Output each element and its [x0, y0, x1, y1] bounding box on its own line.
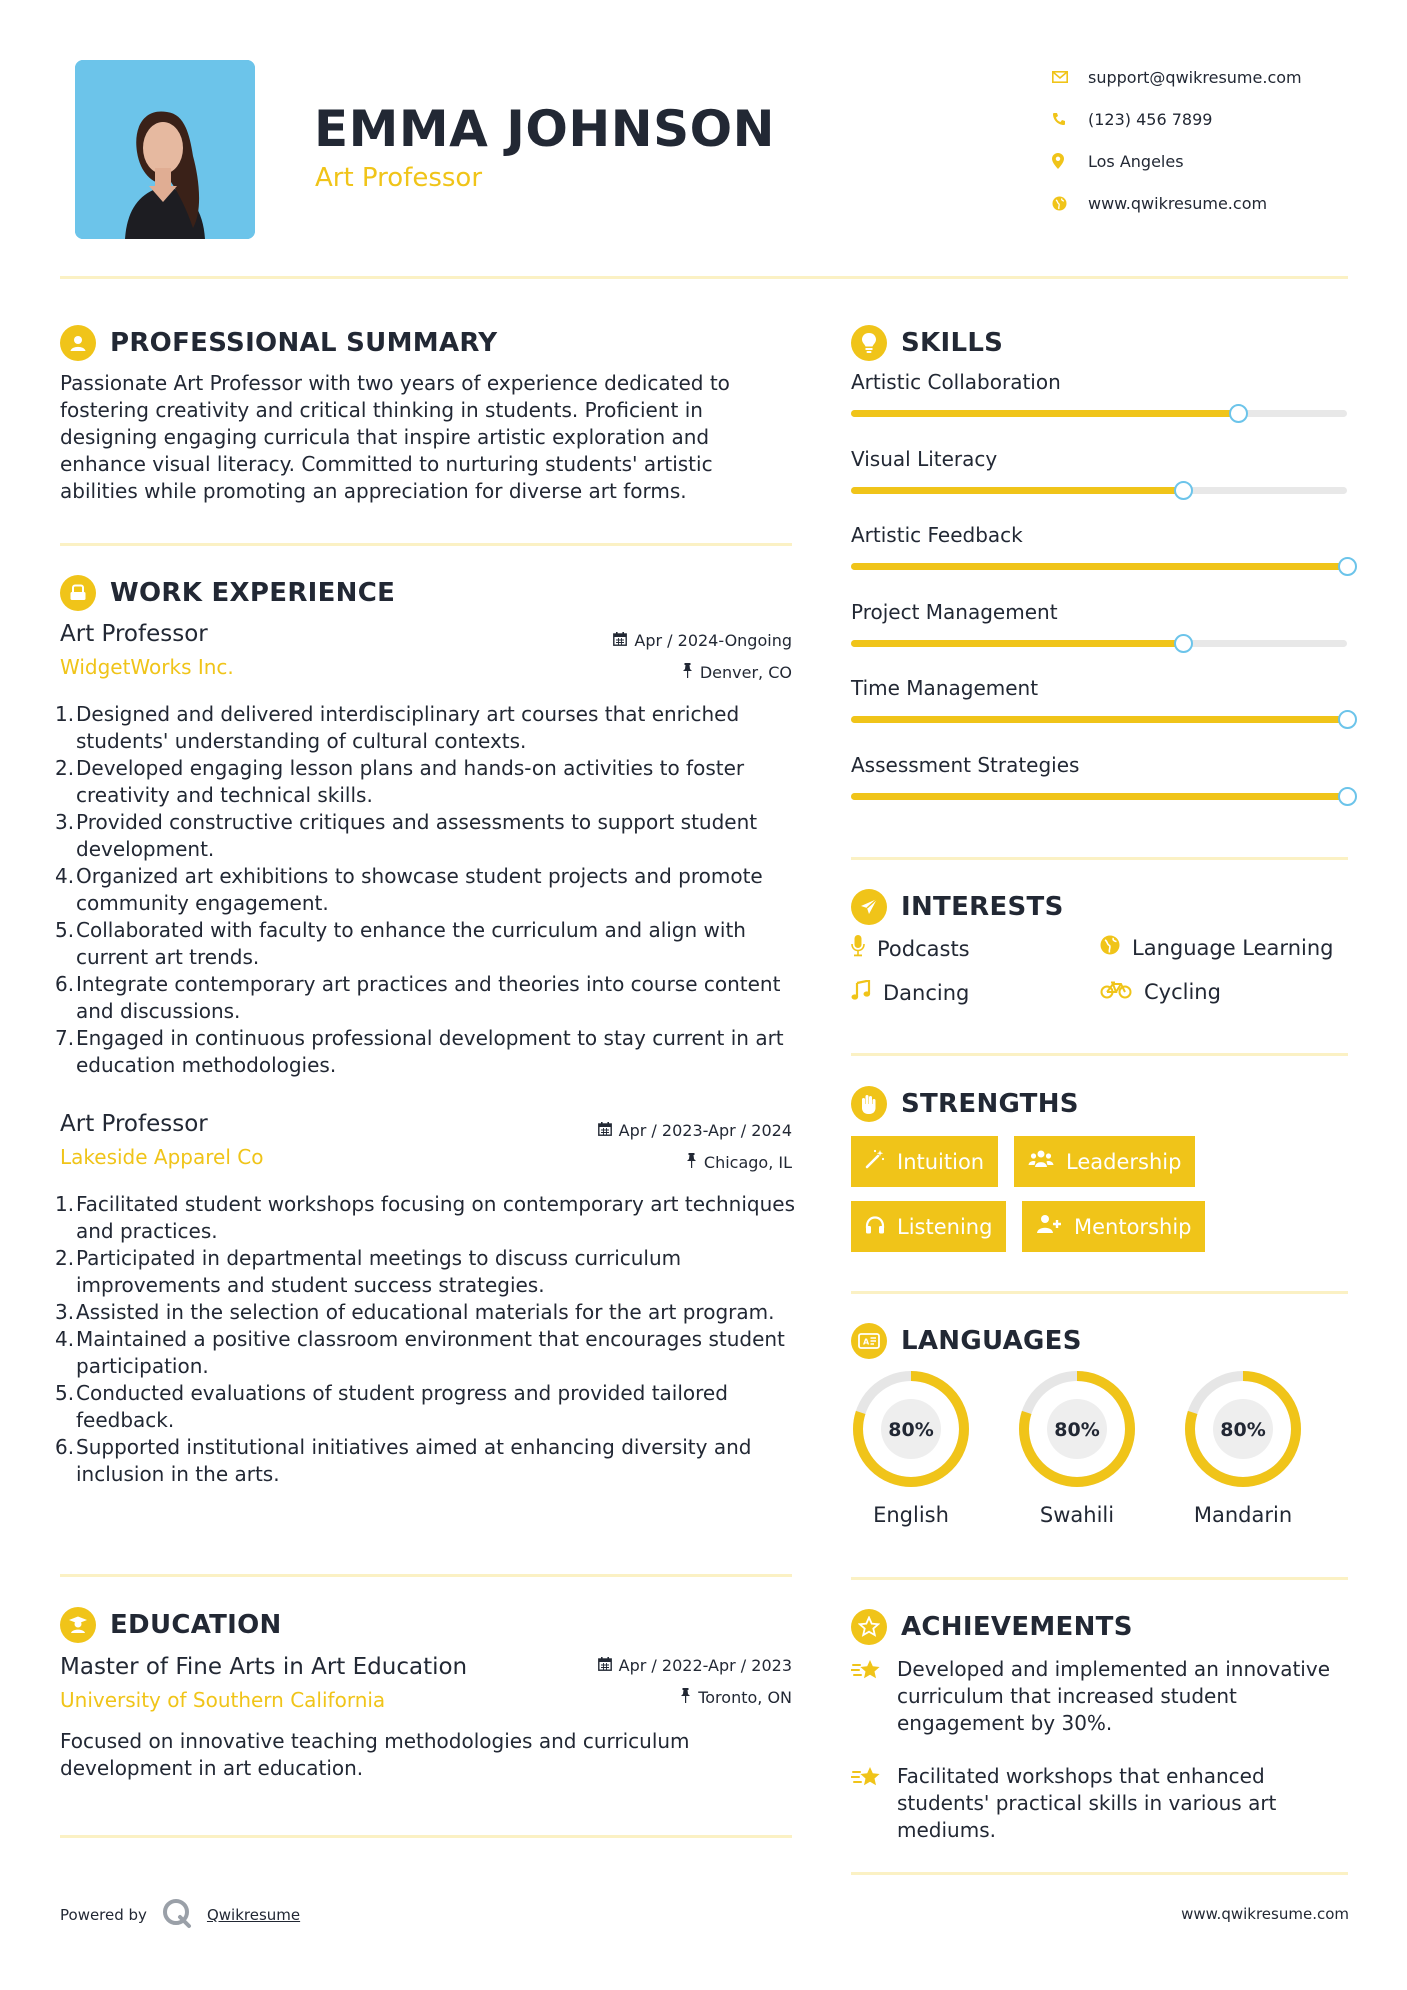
- magic-wand-icon: [865, 1149, 885, 1174]
- list-item: 4. Maintained a positive classroom environment that encourages student participation.: [55, 1327, 785, 1378]
- skill-level-knob: [1338, 710, 1357, 729]
- interest-cycling: [1100, 980, 1221, 1004]
- lightbulb-icon: [851, 325, 887, 361]
- strength-label: Mentorship: [1074, 1214, 1192, 1239]
- education-date: [598, 1656, 792, 1675]
- job-date-text: Apr / 2024-Ongoing: [634, 631, 792, 650]
- skill-name: Artistic Collaboration: [851, 370, 1061, 394]
- language-progress-ring: [1017, 1369, 1137, 1489]
- language-progress-ring: [851, 1369, 971, 1489]
- skill-level-knob: [1174, 634, 1193, 653]
- contact-website-text: www.qwikresume.com: [1088, 193, 1268, 213]
- language-name: Swahili: [1039, 1503, 1115, 1527]
- skill-item: [851, 370, 1351, 394]
- skill-name: Project Management: [851, 599, 1058, 624]
- job-bullets: [55, 1191, 800, 1488]
- svg-text:A: A: [863, 1337, 870, 1347]
- skill-item: [851, 676, 1351, 700]
- skill-bar-fill: [851, 716, 1347, 723]
- skill-bar-track: [851, 563, 1347, 570]
- bicycle-icon: [1100, 980, 1132, 1004]
- briefcase-icon: [60, 575, 96, 611]
- calendar-icon: [613, 631, 627, 650]
- paper-plane-icon: [851, 889, 887, 925]
- envelope-icon: [1050, 71, 1088, 83]
- education-description: Focused on innovative teaching methodologies and curriculum development in art education.: [60, 1729, 690, 1780]
- list-item: 3. Provided constructive critiques and assessments to support student development.: [55, 810, 758, 861]
- skill-item: [851, 447, 1351, 471]
- skill-bar-track: [851, 487, 1347, 494]
- achievements-divider: [851, 1872, 1348, 1875]
- contact-email-text: support@qwikresume.com: [1088, 67, 1302, 87]
- strength-tag-intuition: [851, 1136, 998, 1187]
- music-note-icon: [851, 980, 871, 1005]
- list-item: 4. Organized art exhibitions to showcase student projects and promote community engagement.: [55, 864, 763, 915]
- job-location-text: Chicago, IL: [703, 1153, 792, 1172]
- interest-label: Dancing: [883, 980, 970, 1005]
- skills-divider: [851, 857, 1348, 860]
- skill-level-knob: [1338, 787, 1357, 806]
- skill-bar-fill: [851, 487, 1183, 494]
- candidate-name: EMMA JOHNSON: [314, 100, 775, 158]
- interest-dancing: [851, 980, 969, 1005]
- skill-bar-fill: [851, 793, 1347, 800]
- skill-bar-fill: [851, 410, 1238, 417]
- skill-bar-track: [851, 793, 1347, 800]
- summary-title: PROFESSIONAL SUMMARY: [110, 328, 498, 358]
- achievements-heading: [851, 1609, 1133, 1645]
- job-title: Art Professor: [60, 1111, 208, 1137]
- contact-list: [1050, 56, 1380, 224]
- education-divider: [60, 1835, 792, 1838]
- footer-url[interactable]: www.qwikresume.com: [1181, 1905, 1349, 1923]
- languages-title: LANGUAGES: [901, 1326, 1082, 1356]
- strength-tag-mentorship: [1022, 1201, 1205, 1252]
- contact-website[interactable]: [1050, 182, 1380, 224]
- qwikresume-logo-icon: [161, 1897, 193, 1933]
- job-company: Lakeside Apparel Co: [60, 1145, 264, 1169]
- work-divider: [60, 1574, 792, 1577]
- strength-label: Leadership: [1066, 1149, 1182, 1174]
- job-date: [613, 631, 792, 650]
- job-location: [686, 1153, 792, 1172]
- language-progress-ring: [1183, 1369, 1303, 1489]
- user-icon: [60, 325, 96, 361]
- achievement-text: Developed and implemented an innovative curriculum that increased student engagement by 30%.: [897, 1657, 1330, 1735]
- calendar-icon: [598, 1121, 612, 1140]
- star-burst-icon: [851, 1763, 883, 1844]
- skill-name: Visual Literacy: [851, 446, 998, 471]
- user-plus-icon: [1036, 1214, 1062, 1239]
- list-item: 5. Conducted evaluations of student progress and provided tailored feedback.: [55, 1381, 728, 1432]
- list-item: 3. Assisted in the selection of educational materials for the art program.: [55, 1300, 775, 1324]
- skill-bar-fill: [851, 640, 1183, 647]
- raised-hand-icon: [851, 1086, 887, 1122]
- language-name: Mandarin: [1193, 1503, 1293, 1527]
- phone-icon: [1050, 112, 1088, 126]
- language-item: [1017, 1369, 1137, 1527]
- pushpin-icon: [686, 1153, 697, 1172]
- candidate-role: Art Professor: [315, 163, 483, 193]
- interests-divider: [851, 1053, 1348, 1056]
- header-divider: [60, 276, 1348, 279]
- interests-heading: [851, 889, 1064, 925]
- globe-icon: [1100, 935, 1120, 960]
- summary-heading: [60, 325, 497, 361]
- degree-title: Master of Fine Arts in Art Education: [60, 1654, 468, 1680]
- strength-label: Listening: [897, 1214, 993, 1239]
- footer-powered-by: [60, 1897, 300, 1933]
- contact-phone[interactable]: [1050, 98, 1380, 140]
- strengths-heading: [851, 1086, 1079, 1122]
- work-heading: [60, 575, 395, 611]
- skills-title: SKILLS: [901, 328, 1004, 358]
- education-heading: [60, 1607, 282, 1643]
- list-item: 1. Facilitated student workshops focusing on contemporary art techniques and practices.: [55, 1192, 796, 1243]
- interest-language-learning: [1100, 935, 1333, 960]
- person-silhouette-icon: [75, 60, 255, 239]
- languages-divider: [851, 1577, 1348, 1580]
- skill-bar-track: [851, 640, 1347, 647]
- interest-podcasts: [851, 935, 970, 962]
- achievement-item-1: [851, 1656, 1351, 1737]
- job-date: [598, 1121, 792, 1140]
- list-item: 1. Designed and delivered interdisciplinary art courses that enriched students' understanding of cultural contexts.: [55, 702, 740, 753]
- language-percent-label: 80%: [888, 1419, 934, 1441]
- languages-heading: [851, 1323, 1082, 1359]
- skill-bar-fill: [851, 563, 1347, 570]
- language-item: [1183, 1369, 1303, 1527]
- pushpin-icon: [680, 1688, 691, 1707]
- list-item: 5. Collaborated with faculty to enhance the curriculum and align with current art trends.: [55, 918, 746, 969]
- education-date-text: Apr / 2022-Apr / 2023: [618, 1656, 792, 1675]
- skill-item: [851, 523, 1351, 547]
- list-item: 2. Participated in departmental meetings to discuss curriculum improvements and student success strategies.: [55, 1246, 682, 1297]
- language-name: English: [873, 1503, 949, 1527]
- list-item: 2. Developed engaging lesson plans and hands-on activities to foster creativity and technical skills.: [55, 756, 745, 807]
- job-bullets: [55, 701, 800, 1079]
- summary-text: Passionate Art Professor with two years of experience dedicated to fostering creativity and critical thinking in students. Proficient in designing engaging curricula that inspire artistic exploration and enhance visual literacy. Committed to nurturing students' artistic abilities while promoting an appreciation for diverse art forms.: [60, 371, 730, 503]
- skill-level-knob: [1338, 557, 1357, 576]
- pushpin-icon: [682, 663, 693, 682]
- job-location-text: Denver, CO: [699, 663, 792, 682]
- users-icon: [1028, 1149, 1054, 1174]
- interest-label: Podcasts: [877, 936, 970, 961]
- education-location-text: Toronto, ON: [698, 1688, 792, 1707]
- education-location: [680, 1688, 792, 1707]
- microphone-icon: [851, 935, 865, 962]
- skill-item: [851, 600, 1351, 624]
- contact-phone-text: (123) 456 7899: [1088, 109, 1213, 129]
- education-title: EDUCATION: [110, 1610, 282, 1640]
- contact-email[interactable]: [1050, 56, 1380, 98]
- skill-bar-track: [851, 410, 1347, 417]
- job-title: Art Professor: [60, 621, 208, 647]
- skill-level-knob: [1229, 404, 1248, 423]
- skill-bar-track: [851, 716, 1347, 723]
- star-burst-icon: [851, 1656, 883, 1737]
- skills-heading: [851, 325, 1003, 361]
- skill-item: [851, 753, 1351, 777]
- achievement-item-2: [851, 1763, 1351, 1844]
- strength-label: Intuition: [897, 1149, 985, 1174]
- skill-name: Assessment Strategies: [851, 752, 1080, 777]
- powered-by-text: Powered by: [60, 1906, 147, 1924]
- language-percent-label: 80%: [1054, 1419, 1100, 1441]
- star-badge-icon: [851, 1609, 887, 1645]
- job-company: WidgetWorks Inc.: [60, 655, 234, 679]
- work-title: WORK EXPERIENCE: [110, 578, 396, 608]
- contact-location-text: Los Angeles: [1088, 151, 1184, 171]
- strength-tag-leadership: [1014, 1136, 1195, 1187]
- headphones-icon: [865, 1215, 885, 1239]
- skill-level-knob: [1174, 481, 1193, 500]
- globe-icon: [1050, 196, 1088, 211]
- strengths-divider: [851, 1291, 1348, 1294]
- achievements-title: ACHIEVEMENTS: [901, 1612, 1133, 1642]
- interests-title: INTERESTS: [901, 892, 1064, 922]
- interest-label: Language Learning: [1132, 935, 1334, 960]
- list-item: 6. Supported institutional initiatives aimed at enhancing diversity and inclusion in the arts.: [55, 1435, 752, 1486]
- contact-location: [1050, 140, 1380, 182]
- job-entry-1: [55, 621, 792, 1077]
- strength-tag-listening: [851, 1201, 1006, 1252]
- school-name: University of Southern California: [60, 1688, 386, 1712]
- list-item: 6. Integrate contemporary art practices and theories into course content and discussions.: [55, 972, 781, 1023]
- language-item: [851, 1369, 971, 1527]
- language-card-icon: [851, 1323, 887, 1359]
- skill-name: Artistic Feedback: [851, 523, 1023, 547]
- job-entry-2: [55, 1111, 796, 1486]
- achievement-text: Facilitated workshops that enhanced students' practical skills in various art mediums.: [897, 1764, 1277, 1842]
- language-percent-label: 80%: [1220, 1419, 1266, 1441]
- summary-divider: [60, 543, 792, 546]
- interest-label: Cycling: [1144, 980, 1221, 1004]
- profile-photo: [75, 60, 255, 239]
- job-location: [682, 663, 792, 682]
- strengths-title: STRENGTHS: [901, 1089, 1079, 1119]
- job-date-text: Apr / 2023-Apr / 2024: [618, 1121, 792, 1140]
- map-pin-icon: [1050, 153, 1088, 169]
- calendar-icon: [598, 1656, 612, 1675]
- graduate-icon: [60, 1607, 96, 1643]
- qwikresume-link[interactable]: Qwikresume: [206, 1906, 301, 1924]
- education-entry: [60, 1654, 792, 1780]
- list-item: 7. Engaged in continuous professional development to stay current in art education methodologies.: [55, 1026, 784, 1077]
- skill-name: Time Management: [851, 676, 1039, 700]
